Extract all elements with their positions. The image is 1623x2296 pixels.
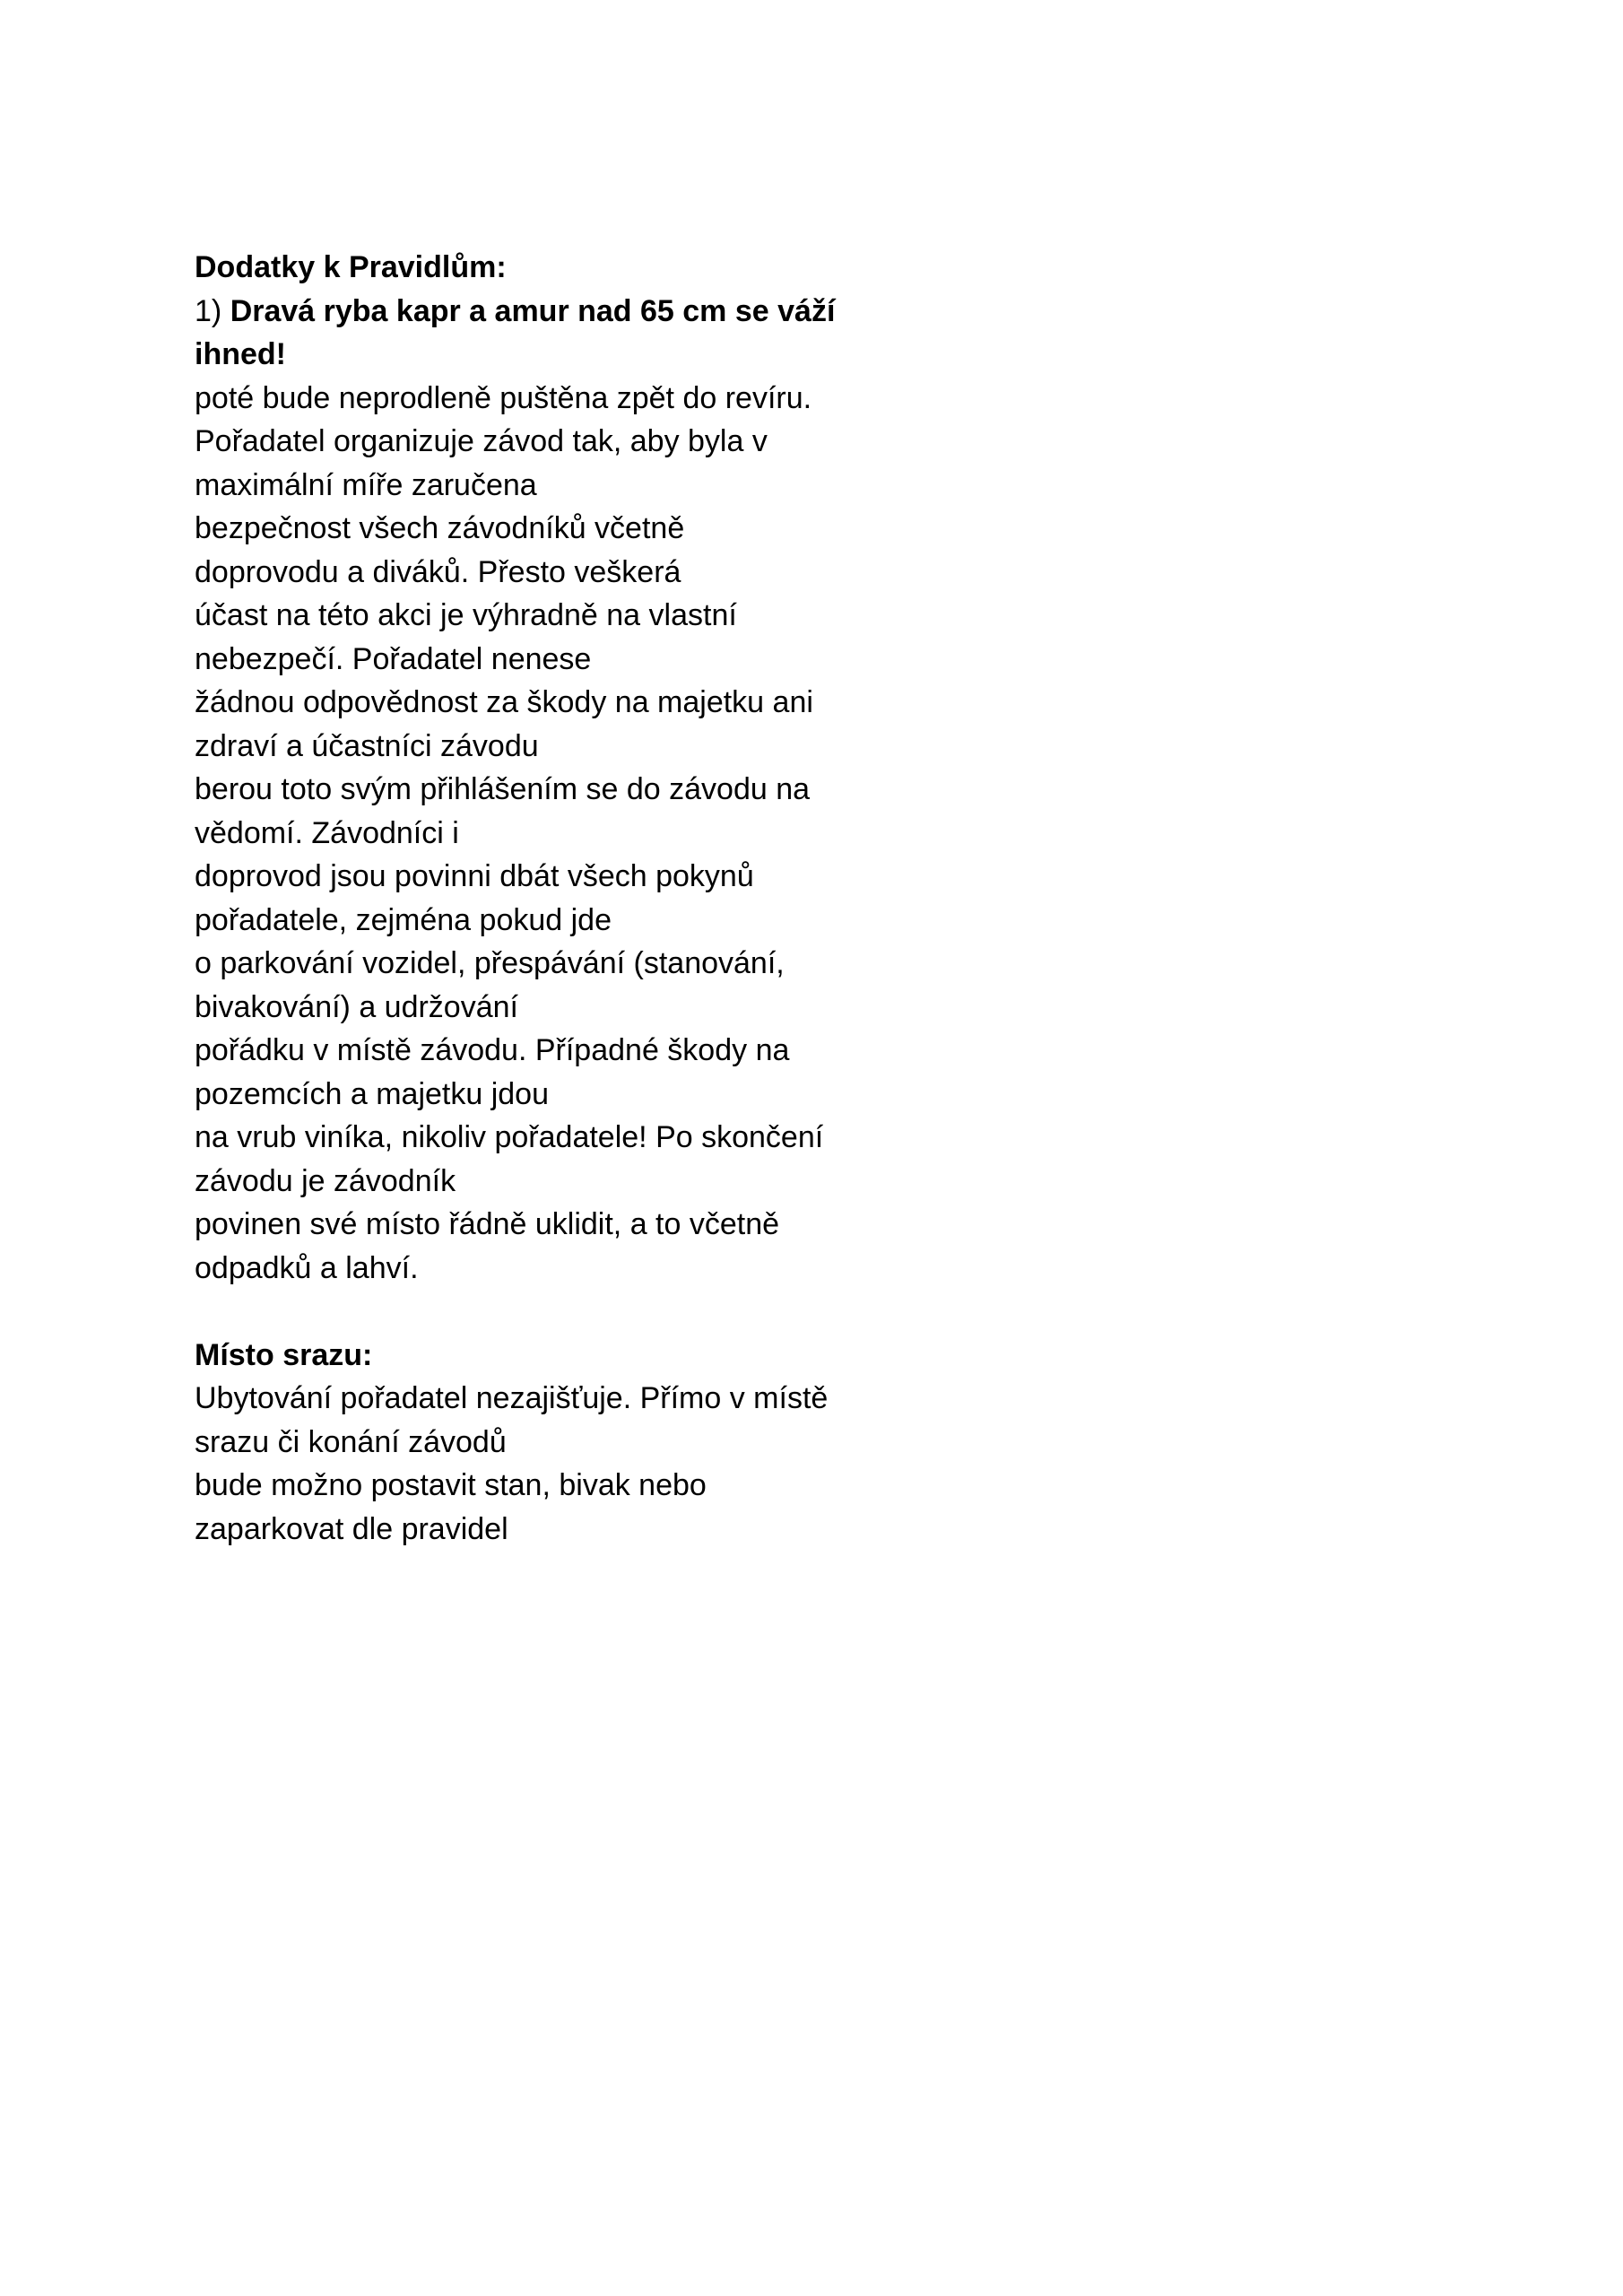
blank-line (195, 1290, 876, 1334)
document-body (195, 246, 876, 1551)
section-heading-meeting-place: Místo srazu: (195, 1337, 373, 1372)
paragraph-line: doprovod jsou povinni dbát všech pokynů (195, 859, 754, 893)
rule-number: 1) (195, 293, 230, 328)
paragraph-line: pozemcích a majetku jdou (195, 1076, 549, 1111)
paragraph-line: Pořadatel organizuje závod tak, aby byla v (195, 424, 768, 458)
paragraph-line: povinen své místo řádně uklidit, a to včetně (195, 1207, 780, 1241)
paragraph-line: maximální míře zaručena (195, 467, 537, 502)
paragraph-line: vědomí. Závodníci i (195, 815, 459, 850)
paragraph-line: bezpečnost všech závodníků včetně (195, 511, 685, 545)
paragraph-line: bivakování) a udržování (195, 989, 518, 1024)
paragraph-line: pořadatele, zejména pokud jde (195, 902, 612, 937)
paragraph-line: zdraví a účastníci závodu (195, 728, 539, 763)
paragraph-line: závodu je závodník (195, 1163, 456, 1198)
paragraph-line: o parkování vozidel, přespávání (stanování, (195, 946, 785, 980)
paragraph-line: žádnou odpovědnost za škody na majetku ani (195, 685, 813, 719)
rule-bold-text: Dravá ryba kapr a amur nad 65 cm se váží (230, 293, 836, 328)
paragraph-line: účast na této akci je výhradně na vlastní (195, 598, 737, 632)
paragraph-line: Ubytování pořadatel nezajišťuje. Přímo v místě (195, 1381, 829, 1415)
paragraph-line: doprovodu a diváků. Přesto veškerá (195, 554, 681, 589)
paragraph-line: poté bude neprodleně puštěna zpět do revíru. (195, 380, 812, 415)
paragraph-line: odpadků a lahví. (195, 1250, 419, 1285)
paragraph-line: bude možno postavit stan, bivak nebo (195, 1468, 707, 1502)
paragraph-line: na vrub viníka, nikoliv pořadatele! Po skončení (195, 1120, 824, 1154)
paragraph-line: zaparkovat dle pravidel (195, 1511, 508, 1546)
paragraph-line: srazu či konání závodů (195, 1424, 507, 1459)
paragraph-line: berou toto svým přihlášením se do závodu na (195, 772, 811, 806)
rule-1 (195, 290, 876, 334)
rule-bold-text-continued: ihned! (195, 337, 286, 371)
section-heading-rules: Dodatky k Pravidlům: (195, 250, 507, 284)
paragraph-line: nebezpečí. Pořadatel nenese (195, 641, 592, 676)
paragraph-line: pořádku v místě závodu. Případné škody na (195, 1033, 790, 1067)
